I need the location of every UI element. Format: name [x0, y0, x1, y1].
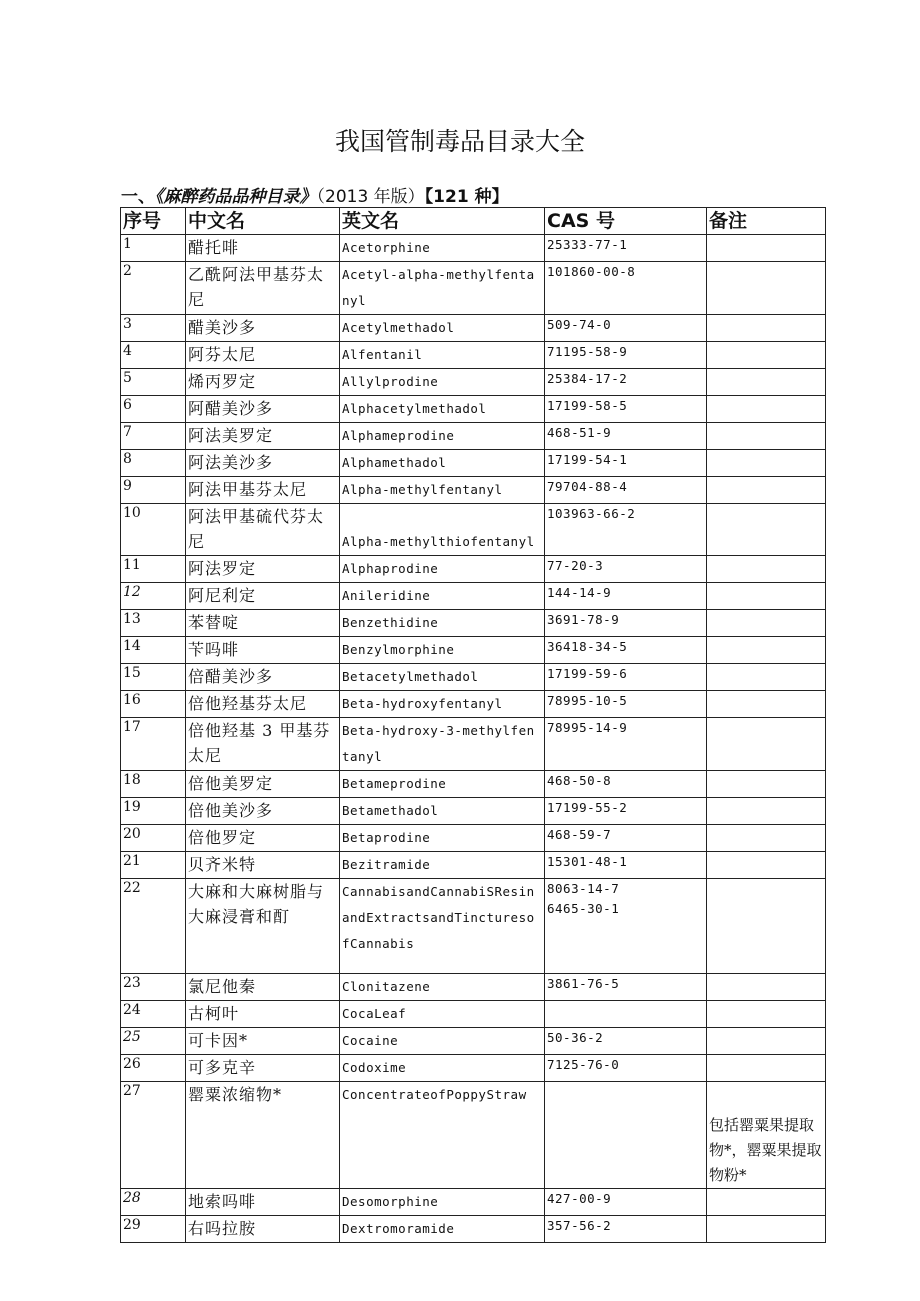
table-row — [121, 852, 826, 879]
english-name: Alfentanil — [340, 342, 545, 369]
remark — [707, 1001, 826, 1028]
cas-number: 25384-17-2 — [545, 369, 707, 396]
chinese-name: 乙酰阿法甲基芬太尼 — [186, 262, 340, 315]
english-name: Anileridine — [340, 583, 545, 610]
english-name: Benzylmorphine — [340, 637, 545, 664]
row-number: 9 — [121, 477, 186, 504]
chinese-name: 罂粟浓缩物* — [186, 1082, 340, 1189]
english-name: Desomorphine — [340, 1189, 545, 1216]
remark — [707, 610, 826, 637]
header-en: 英文名 — [340, 208, 545, 235]
table-row — [121, 1216, 826, 1243]
table-row — [121, 637, 826, 664]
section-name: 《麻醉药品品种目录》 — [155, 187, 317, 207]
row-number: 19 — [121, 798, 186, 825]
english-name: CocaLeaf — [340, 1001, 545, 1028]
chinese-name: 苄吗啡 — [186, 637, 340, 664]
row-number: 10 — [121, 504, 186, 556]
remark — [707, 637, 826, 664]
table-header-row — [121, 208, 826, 235]
cas-number: 71195-58-9 — [545, 342, 707, 369]
chinese-name: 醋托啡 — [186, 235, 340, 262]
chinese-name: 倍他羟基 3 甲基芬太尼 — [186, 718, 340, 771]
remark — [707, 718, 826, 771]
table-row — [121, 718, 826, 771]
chinese-name: 阿芬太尼 — [186, 342, 340, 369]
row-number: 12 — [121, 583, 186, 610]
cas-number: 8063-14-7 6465-30-1 — [545, 879, 707, 974]
chinese-name: 可卡因* — [186, 1028, 340, 1055]
chinese-name: 右吗拉胺 — [186, 1216, 340, 1243]
remark — [707, 262, 826, 315]
english-name: Allylprodine — [340, 369, 545, 396]
remark — [707, 315, 826, 342]
chinese-name: 可多克辛 — [186, 1055, 340, 1082]
remark — [707, 583, 826, 610]
table-row — [121, 1189, 826, 1216]
row-number: 21 — [121, 852, 186, 879]
cas-number: 17199-54-1 — [545, 450, 707, 477]
row-number: 11 — [121, 556, 186, 583]
remark — [707, 798, 826, 825]
remark — [707, 369, 826, 396]
row-number: 28 — [121, 1189, 186, 1216]
english-name: Dextromoramide — [340, 1216, 545, 1243]
english-name: Bezitramide — [340, 852, 545, 879]
row-number: 23 — [121, 974, 186, 1001]
row-number: 4 — [121, 342, 186, 369]
row-number: 6 — [121, 396, 186, 423]
english-name: Alpha-methylthiofentanyl — [340, 504, 545, 556]
cas-number: 17199-58-5 — [545, 396, 707, 423]
cas-number: 101860-00-8 — [545, 262, 707, 315]
cas-number: 509-74-0 — [545, 315, 707, 342]
cas-number: 427-00-9 — [545, 1189, 707, 1216]
chinese-name: 阿醋美沙多 — [186, 396, 340, 423]
english-name: Alphamethadol — [340, 450, 545, 477]
chinese-name: 地索吗啡 — [186, 1189, 340, 1216]
row-number: 22 — [121, 879, 186, 974]
table-row — [121, 771, 826, 798]
row-number: 1 — [121, 235, 186, 262]
page-title: 我国管制毒品目录大全 — [334, 127, 585, 156]
english-name: Codoxime — [340, 1055, 545, 1082]
table-row — [121, 315, 826, 342]
table-row — [121, 423, 826, 450]
english-name: Cocaine — [340, 1028, 545, 1055]
chinese-name: 贝齐米特 — [186, 852, 340, 879]
table-row — [121, 369, 826, 396]
english-name: Alphaprodine — [340, 556, 545, 583]
row-number: 16 — [121, 691, 186, 718]
remark — [707, 450, 826, 477]
remark — [707, 342, 826, 369]
row-number: 26 — [121, 1055, 186, 1082]
english-name: Benzethidine — [340, 610, 545, 637]
cas-number: 7125-76-0 — [545, 1055, 707, 1082]
remark — [707, 477, 826, 504]
english-name: Betamethadol — [340, 798, 545, 825]
row-number: 29 — [121, 1216, 186, 1243]
remark — [707, 691, 826, 718]
remark: 包括罂粟果提取物*，罂粟果提取物粉* — [707, 1082, 826, 1189]
remark — [707, 771, 826, 798]
remark — [707, 825, 826, 852]
row-number: 8 — [121, 450, 186, 477]
chinese-name: 苯替啶 — [186, 610, 340, 637]
chinese-name: 倍醋美沙多 — [186, 664, 340, 691]
cas-number: 468-50-8 — [545, 771, 707, 798]
row-number: 24 — [121, 1001, 186, 1028]
section-year: （2013 年版） — [316, 187, 425, 207]
english-name: Alphameprodine — [340, 423, 545, 450]
remark — [707, 879, 826, 974]
chinese-name: 阿法罗定 — [186, 556, 340, 583]
english-name: Betaprodine — [340, 825, 545, 852]
english-name: Alphacetylmethadol — [340, 396, 545, 423]
remark — [707, 974, 826, 1001]
cas-number — [545, 1082, 707, 1189]
table-row — [121, 1082, 826, 1189]
header-cas: CAS 号 — [545, 208, 707, 235]
row-number: 13 — [121, 610, 186, 637]
row-number: 15 — [121, 664, 186, 691]
english-name: CannabisandCannabiSResinandExtractsandTincturesofCannabis — [340, 879, 545, 974]
header-no: 序号 — [121, 208, 186, 235]
english-name: Betacetylmethadol — [340, 664, 545, 691]
header-note: 备注 — [707, 208, 826, 235]
english-name: Acetorphine — [340, 235, 545, 262]
table-row — [121, 1055, 826, 1082]
chinese-name: 烯丙罗定 — [186, 369, 340, 396]
remark — [707, 1189, 826, 1216]
chinese-name: 阿法甲基硫代芬太尼 — [186, 504, 340, 556]
chinese-name: 倍他美沙多 — [186, 798, 340, 825]
remark — [707, 235, 826, 262]
english-name: Clonitazene — [340, 974, 545, 1001]
cas-number: 3691-78-9 — [545, 610, 707, 637]
cas-number: 468-51-9 — [545, 423, 707, 450]
table-row — [121, 691, 826, 718]
chinese-name: 阿法美沙多 — [186, 450, 340, 477]
section-prefix: 一、 — [121, 187, 155, 207]
cas-number: 25333-77-1 — [545, 235, 707, 262]
cas-number: 36418-34-5 — [545, 637, 707, 664]
table-row — [121, 235, 826, 262]
table-row — [121, 342, 826, 369]
cas-number: 17199-59-6 — [545, 664, 707, 691]
english-name: Beta-hydroxyfentanyl — [340, 691, 545, 718]
remark — [707, 852, 826, 879]
cas-number: 78995-10-5 — [545, 691, 707, 718]
cas-number: 78995-14-9 — [545, 718, 707, 771]
cas-number: 79704-88-4 — [545, 477, 707, 504]
chinese-name: 阿尼利定 — [186, 583, 340, 610]
table-row — [121, 1001, 826, 1028]
english-name: Betameprodine — [340, 771, 545, 798]
remark — [707, 396, 826, 423]
english-name: Acetylmethadol — [340, 315, 545, 342]
cas-number: 357-56-2 — [545, 1216, 707, 1243]
cas-number: 3861-76-5 — [545, 974, 707, 1001]
table-row — [121, 262, 826, 315]
row-number: 17 — [121, 718, 186, 771]
remark — [707, 1216, 826, 1243]
row-number: 5 — [121, 369, 186, 396]
remark — [707, 423, 826, 450]
chinese-name: 醋美沙多 — [186, 315, 340, 342]
table-row — [121, 504, 826, 556]
row-number: 7 — [121, 423, 186, 450]
chinese-name: 倍他罗定 — [186, 825, 340, 852]
table-row — [121, 583, 826, 610]
row-number: 25 — [121, 1028, 186, 1055]
row-number: 20 — [121, 825, 186, 852]
table-row — [121, 1028, 826, 1055]
chinese-name: 阿法美罗定 — [186, 423, 340, 450]
table-row — [121, 974, 826, 1001]
cas-number: 468-59-7 — [545, 825, 707, 852]
row-number: 14 — [121, 637, 186, 664]
table-row — [121, 477, 826, 504]
cas-number: 50-36-2 — [545, 1028, 707, 1055]
row-number: 2 — [121, 262, 186, 315]
english-name: Beta-hydroxy-3-methylfentanyl — [340, 718, 545, 771]
remark — [707, 1055, 826, 1082]
table-row — [121, 396, 826, 423]
cas-number: 103963-66-2 — [545, 504, 707, 556]
cas-number: 77-20-3 — [545, 556, 707, 583]
chinese-name: 古柯叶 — [186, 1001, 340, 1028]
chinese-name: 阿法甲基芬太尼 — [186, 477, 340, 504]
chinese-name: 倍他羟基芬太尼 — [186, 691, 340, 718]
remark — [707, 664, 826, 691]
table-row — [121, 556, 826, 583]
table-row — [121, 798, 826, 825]
cas-number — [545, 1001, 707, 1028]
cas-number: 15301-48-1 — [545, 852, 707, 879]
table-row — [121, 450, 826, 477]
section-count: 【121 种】 — [424, 187, 509, 207]
chinese-name: 氯尼他秦 — [186, 974, 340, 1001]
row-number: 18 — [121, 771, 186, 798]
table-row — [121, 610, 826, 637]
table-row — [121, 825, 826, 852]
table-row — [121, 664, 826, 691]
drug-table — [120, 207, 826, 1243]
table-row — [121, 879, 826, 974]
english-name: ConcentrateofPoppyStraw — [340, 1082, 545, 1189]
remark — [707, 504, 826, 556]
cas-number: 17199-55-2 — [545, 798, 707, 825]
header-cn: 中文名 — [186, 208, 340, 235]
row-number: 3 — [121, 315, 186, 342]
section-heading — [121, 182, 509, 207]
row-number: 27 — [121, 1082, 186, 1189]
cas-number: 144-14-9 — [545, 583, 707, 610]
chinese-name: 大麻和大麻树脂与大麻浸膏和酊 — [186, 879, 340, 974]
english-name: Acetyl-alpha-methylfentanyl — [340, 262, 545, 315]
remark — [707, 1028, 826, 1055]
remark — [707, 556, 826, 583]
chinese-name: 倍他美罗定 — [186, 771, 340, 798]
english-name: Alpha-methylfentanyl — [340, 477, 545, 504]
